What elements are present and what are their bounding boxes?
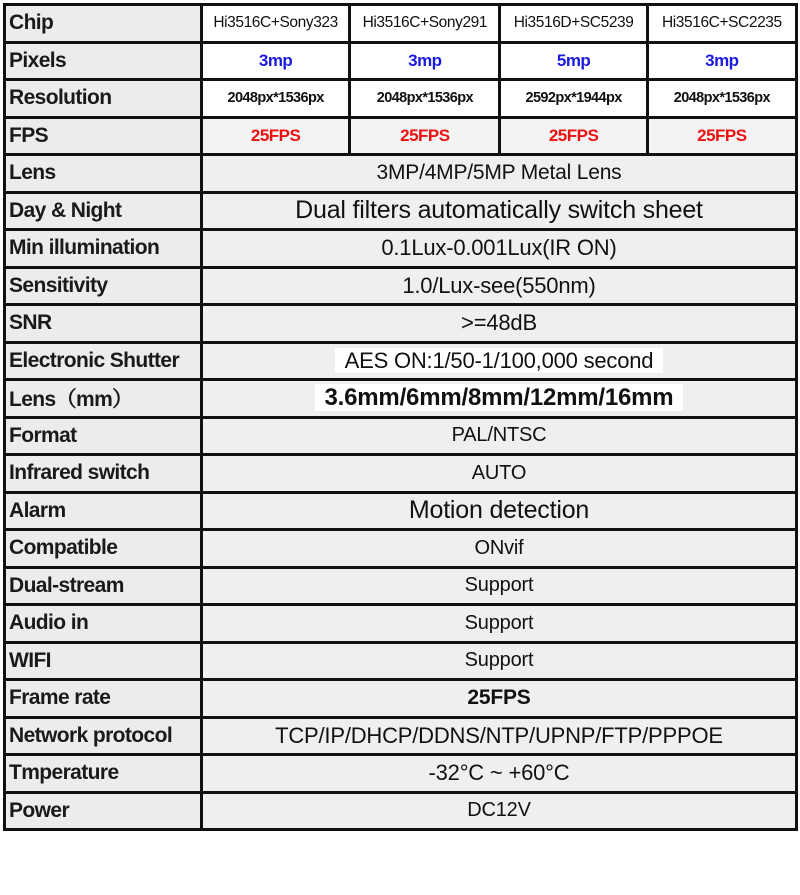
value-cell: Support — [201, 642, 796, 680]
pixels-cell: 5mp — [500, 42, 647, 80]
row-snr — [5, 305, 797, 343]
row-label: Power — [5, 792, 202, 830]
value-cell — [201, 380, 796, 418]
value-cell: TCP/IP/DHCP/DDNS/NTP/UPNP/FTP/PPPOE — [201, 717, 796, 755]
value-cell: Motion detection — [201, 492, 796, 530]
row-temperature — [5, 755, 797, 793]
row-label: Alarm — [5, 492, 202, 530]
value-cell: DC12V — [201, 792, 796, 830]
row-wifi — [5, 642, 797, 680]
row-lens-mm — [5, 380, 797, 418]
row-min-illumination — [5, 230, 797, 268]
camera-spec-table — [3, 3, 798, 831]
row-day-night — [5, 192, 797, 230]
row-label: Frame rate — [5, 680, 202, 718]
row-resolution — [5, 80, 797, 118]
pixels-cell: 3mp — [647, 42, 796, 80]
row-label: SNR — [5, 305, 202, 343]
row-label: Chip — [5, 5, 202, 43]
row-alarm — [5, 492, 797, 530]
row-label: Tmperature — [5, 755, 202, 793]
row-label: FPS — [5, 117, 202, 155]
row-chip — [5, 5, 797, 43]
value-cell: 0.1Lux-0.001Lux(IR ON) — [201, 230, 796, 268]
row-frame-rate — [5, 680, 797, 718]
value-cell: 3MP/4MP/5MP Metal Lens — [201, 155, 796, 193]
value-text: 3.6mm/6mm/8mm/12mm/16mm — [315, 384, 684, 411]
resolution-cell: 2048px*1536px — [201, 80, 349, 118]
row-compatible — [5, 530, 797, 568]
row-label: Min illumination — [5, 230, 202, 268]
row-infrared-switch — [5, 455, 797, 493]
row-label: Lens（mm） — [5, 380, 202, 418]
value-cell: >=48dB — [201, 305, 796, 343]
value-cell — [201, 342, 796, 380]
value-cell: AUTO — [201, 455, 796, 493]
row-power — [5, 792, 797, 830]
row-pixels — [5, 42, 797, 80]
row-label: Format — [5, 417, 202, 455]
row-label: Day & Night — [5, 192, 202, 230]
value-cell: Support — [201, 567, 796, 605]
row-label: Infrared switch — [5, 455, 202, 493]
row-network-protocol — [5, 717, 797, 755]
resolution-cell: 2048px*1536px — [350, 80, 500, 118]
fps-cell: 25FPS — [647, 117, 796, 155]
resolution-cell: 2048px*1536px — [647, 80, 796, 118]
value-cell: -32°C ~ +60°C — [201, 755, 796, 793]
row-label: Audio in — [5, 605, 202, 643]
row-label: Network protocol — [5, 717, 202, 755]
row-label: Lens — [5, 155, 202, 193]
fps-cell: 25FPS — [500, 117, 647, 155]
value-text: AES ON:1/50-1/100,000 second — [335, 348, 664, 373]
value-cell: 25FPS — [201, 680, 796, 718]
value-cell: 1.0/Lux-see(550nm) — [201, 267, 796, 305]
fps-cell: 25FPS — [350, 117, 500, 155]
value-cell: PAL/NTSC — [201, 417, 796, 455]
chip-model-cell: Hi3516C+Sony291 — [350, 5, 500, 43]
chip-model-cell: Hi3516D+SC5239 — [500, 5, 647, 43]
value-cell: ONvif — [201, 530, 796, 568]
fps-cell: 25FPS — [201, 117, 349, 155]
row-lens — [5, 155, 797, 193]
row-sensitivity — [5, 267, 797, 305]
row-electronic-shutter — [5, 342, 797, 380]
row-label: WIFI — [5, 642, 202, 680]
row-label: Resolution — [5, 80, 202, 118]
row-label: Electronic Shutter — [5, 342, 202, 380]
chip-model-cell: Hi3516C+Sony323 — [201, 5, 349, 43]
row-dual-stream — [5, 567, 797, 605]
row-fps — [5, 117, 797, 155]
resolution-cell: 2592px*1944px — [500, 80, 647, 118]
row-audio-in — [5, 605, 797, 643]
row-label: Dual-stream — [5, 567, 202, 605]
value-cell: Dual filters automatically switch sheet — [201, 192, 796, 230]
chip-model-cell: Hi3516C+SC2235 — [647, 5, 796, 43]
row-label: Compatible — [5, 530, 202, 568]
pixels-cell: 3mp — [350, 42, 500, 80]
row-label: Pixels — [5, 42, 202, 80]
row-format — [5, 417, 797, 455]
row-label: Sensitivity — [5, 267, 202, 305]
value-cell: Support — [201, 605, 796, 643]
pixels-cell: 3mp — [201, 42, 349, 80]
